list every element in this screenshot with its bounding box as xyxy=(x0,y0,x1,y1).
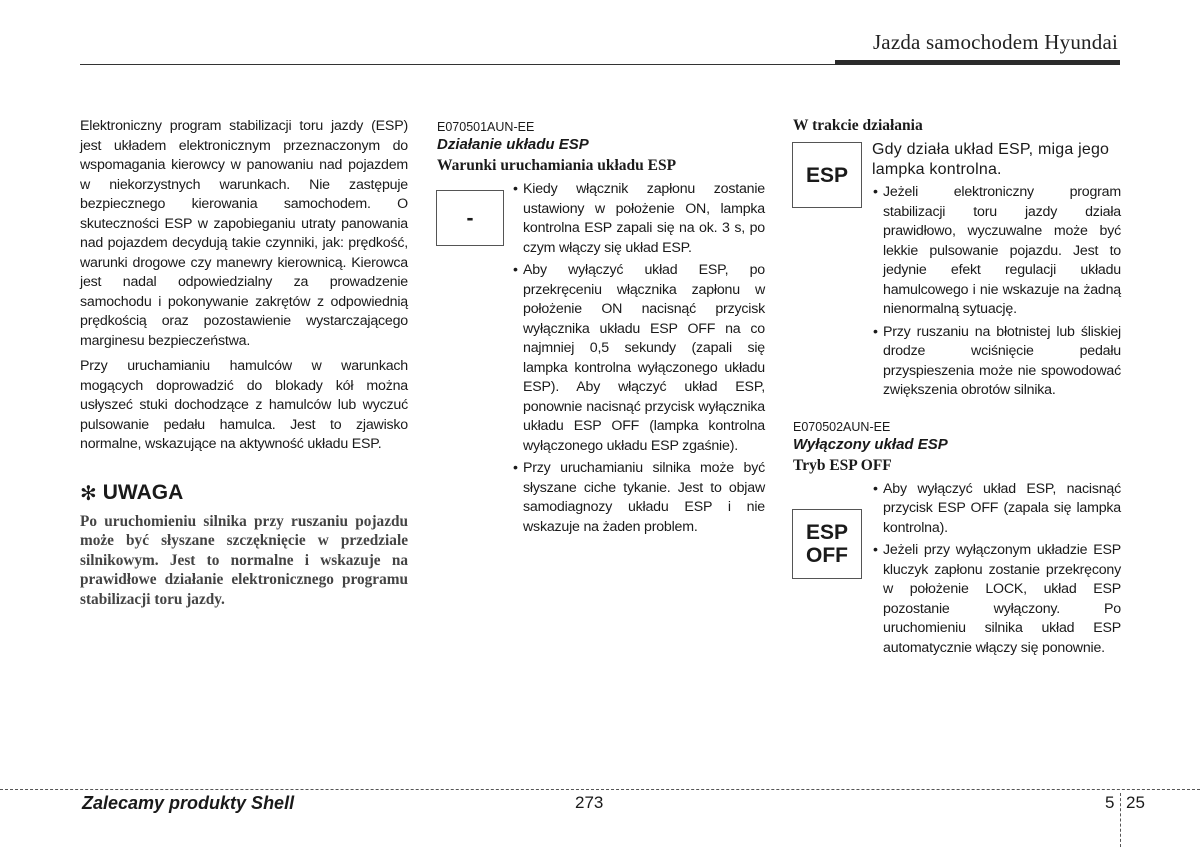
section-number: 5 xyxy=(1105,793,1115,812)
list-item: • Przy ruszaniu na błotnistej lub śliskiej drodze wciśnięcie pedału przyspieszenia może nie spowodować zwiększenia obrotów silnika. xyxy=(872,323,1121,401)
warning-text: Po uruchomieniu silnika przy ruszaniu pojazdu może być słyszane szczęknięcie w przedziale silnikowym. Jest to normalne i wskazuje na prawidłowe działanie elektronicznego programu stabilizacji toru jazdy. xyxy=(80,512,408,608)
footer-rule xyxy=(0,789,1200,790)
list-item: • Przy uruchamianiu silnika może być słyszane ciche tykanie. Jest to objaw samodiagnozy układu ESP i nie wskazuje na żaden problem. xyxy=(512,459,765,537)
section-code: E070501AUN-EE xyxy=(437,120,535,134)
bullet-list xyxy=(512,180,765,537)
section-code: E070502AUN-EE xyxy=(793,419,891,434)
column-2 xyxy=(437,120,765,540)
paragraph-intro: Elektroniczny program stabilizacji toru jazdy (ESP) jest układem elektronicznym przeznaczonym do wspomagania kierowcy w panowaniu nad pojazdem w niekorzystnych warunkach. Nie zastępuje bezpiecznego kierowania samochodem. O skuteczności ESP w zapobieganiu utraty panowania nad pojazdem decydują takie czynniki, jak: prędkość, warunki drogowe czy manewry kierownicą. Kierowca jest nadal odpowiedzialny za prowadzenie samochodu i pokonywanie zakrętów z odpowiednią prędkością oraz pozostawienie wystarczającego marginesu bezpieczeństwa. xyxy=(80,118,408,349)
footer-divider xyxy=(1120,793,1121,847)
indicator-lamp-label: - xyxy=(466,206,474,230)
indicator-lamp-icon xyxy=(436,190,504,246)
warning-heading xyxy=(80,481,408,506)
list-item: • Jeżeli elektroniczny program stabilizacji toru jazdy działa prawidłowo, wyczuwalne może być lekkie pulsowanie pojazdu. Jest to jedynie efekt regulacji układu hamulcowego i nie wskazuje na żadną nienormalną sytuację. xyxy=(872,183,1121,320)
page-number: 273 xyxy=(575,793,604,812)
section-heading: Tryb ESP OFF xyxy=(793,456,892,474)
esp-indicator-label: ESP xyxy=(805,163,849,187)
section-heading: Warunki uruchamiania układu ESP xyxy=(437,157,677,174)
list-item: • Kiedy włącznik zapłonu zostanie ustawiony w położenie ON, lampka kontrolna ESP zapali się na ok. 3 s, po czym włączy się układ ESP. xyxy=(512,180,765,258)
asterisk-icon: ✻ xyxy=(80,482,97,505)
bullet-list xyxy=(872,183,1121,401)
esp-off-indicator-icon xyxy=(792,509,862,579)
section-subheading: Działanie układu ESP xyxy=(437,136,589,153)
bullet-list xyxy=(872,480,1121,659)
section-heading: W trakcie działania xyxy=(793,117,923,134)
list-item: • Jeżeli przy wyłączonym układzie ESP kluczyk zapłonu zostanie przekręcony w położenie LOCK, układ ESP pozostanie wyłączony. Po uruchomieniu silnika układ ESP automatycznie włączy się ponownie. xyxy=(872,541,1121,658)
footer-brand: Zalecamy produkty Shell xyxy=(82,793,295,813)
column-1 xyxy=(80,117,408,609)
list-item: • Aby wyłączyć układ ESP, nacisnąć przycisk ESP OFF (zapala się lampka kontrolna). xyxy=(872,480,1121,539)
esp-off-label-line2: OFF xyxy=(806,544,848,567)
esp-off-label-line1: ESP xyxy=(805,521,849,544)
header-rule-accent xyxy=(835,60,1120,65)
section-page-number: 25 xyxy=(1126,793,1145,812)
list-item: • Aby wyłączyć układ ESP, po przekręceniu włącznika zapłonu w położenie ON nacisnąć przycisk wyłącznika układu ESP OFF na co najmniej 0,5 sekundy (zapali się lampka kontrolna wyłączonego układu ESP). Aby włączyć układ ESP, ponownie nacisnąć przycisk wyłącznika układu ESP OFF (lampka kontrolna wyłączonego układu ESP zgaśnie). xyxy=(512,261,765,456)
esp-indicator-icon xyxy=(792,142,862,208)
lamp-description: Gdy działa układ ESP, miga jego lampka kontrolna. xyxy=(872,141,1110,178)
page-header-title: Jazda samochodem Hyundai xyxy=(872,30,1118,54)
warning-title: UWAGA xyxy=(102,481,184,504)
section-subheading: Wyłączony układ ESP xyxy=(793,435,948,453)
paragraph-braking: Przy uruchamianiu hamulców w warunkach mogących doprowadzić do blokady kół można usłyszeć stuki dochodzące z hamulców lub wyczuć pulsowanie pedału hamulca. Jest to zjawisko normalne, wskazujące na aktywność układu ESP. xyxy=(80,358,408,452)
